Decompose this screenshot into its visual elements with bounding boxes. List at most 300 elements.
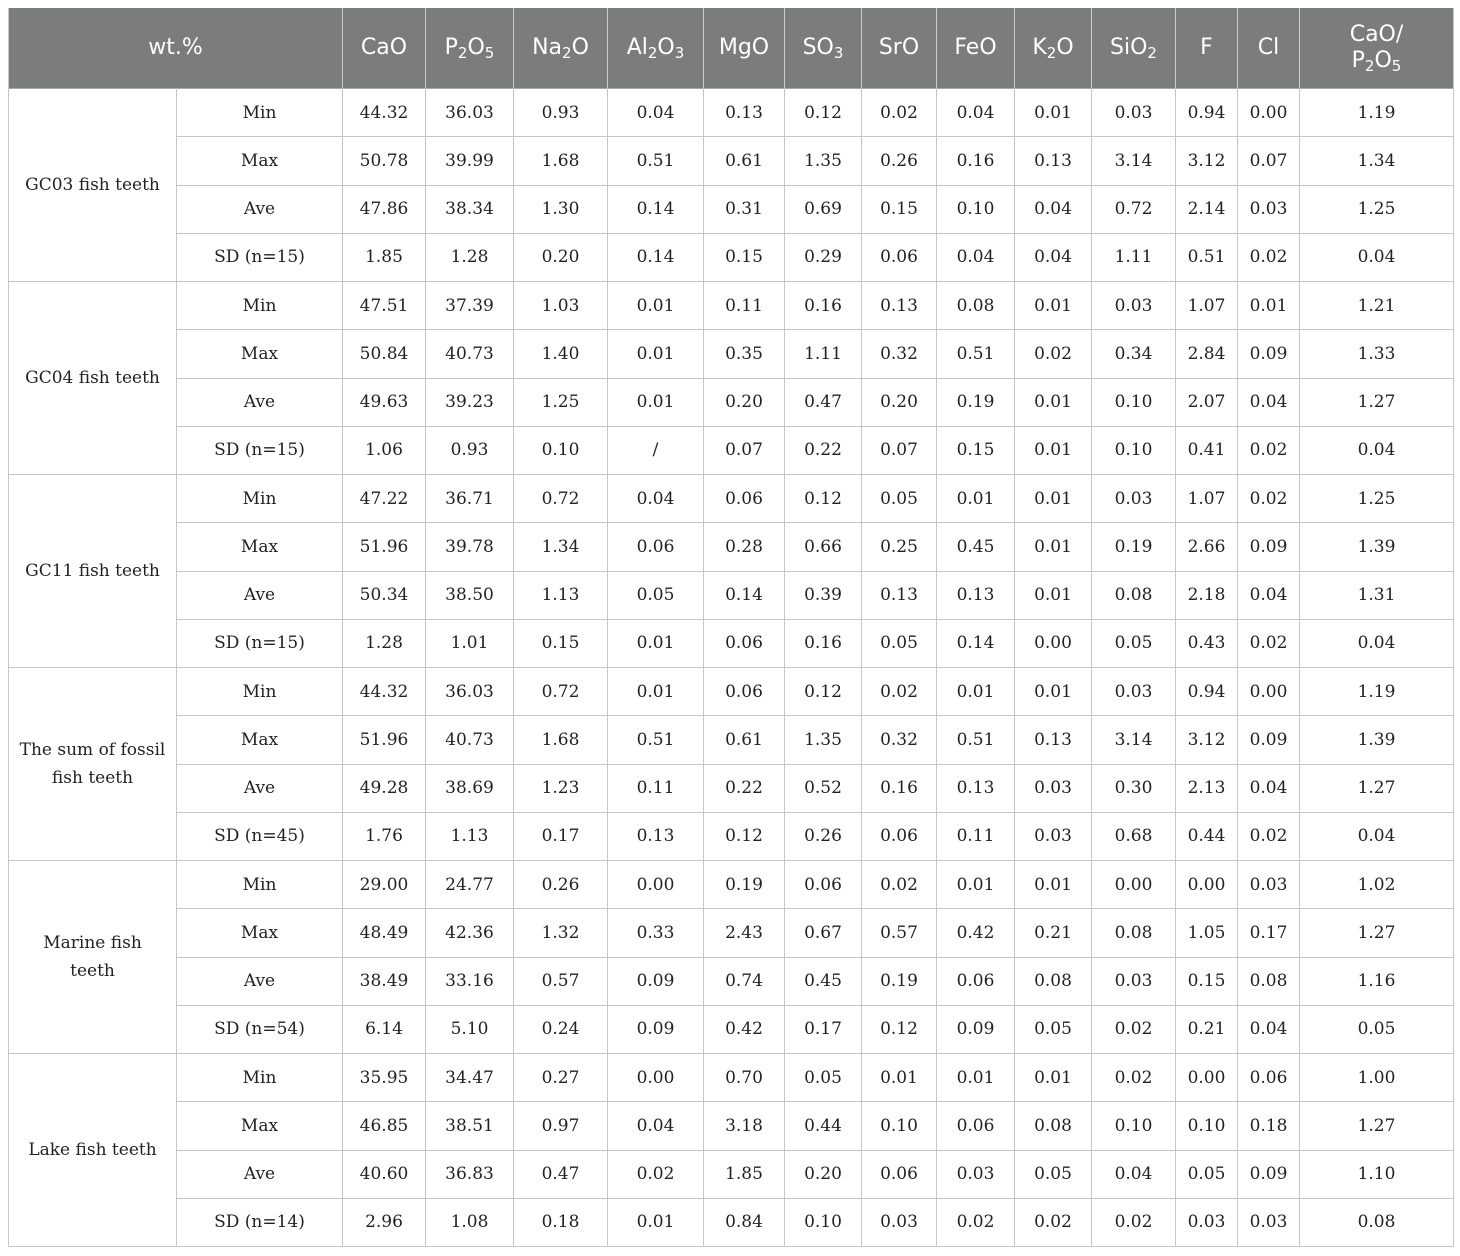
value-cell: 0.27 — [514, 1054, 608, 1102]
value-cell: 3.12 — [1176, 137, 1238, 185]
value-cell: 0.03 — [1238, 861, 1300, 909]
value-cell: 0.18 — [1238, 1102, 1300, 1150]
value-cell: 0.04 — [937, 233, 1015, 281]
value-cell: 0.61 — [704, 716, 785, 764]
value-cell: 0.70 — [704, 1054, 785, 1102]
value-cell: 1.39 — [1300, 716, 1454, 764]
value-cell: 0.28 — [704, 523, 785, 571]
value-cell: 0.09 — [1238, 1150, 1300, 1198]
value-cell: 0.32 — [862, 330, 937, 378]
value-cell: / — [608, 426, 704, 474]
table-row — [9, 668, 1454, 716]
value-cell: 0.06 — [937, 957, 1015, 1005]
value-cell: 48.49 — [343, 909, 426, 957]
value-cell: 0.32 — [862, 716, 937, 764]
value-cell: 2.66 — [1176, 523, 1238, 571]
value-cell: 5.10 — [426, 1005, 514, 1053]
value-cell: 0.09 — [1238, 716, 1300, 764]
value-cell: 0.12 — [704, 812, 785, 860]
value-cell: 0.01 — [937, 861, 1015, 909]
value-cell: 0.15 — [862, 185, 937, 233]
header-row — [9, 8, 1454, 89]
value-cell: 0.06 — [608, 523, 704, 571]
table-body — [9, 89, 1454, 1247]
col-header-f: F — [1176, 8, 1238, 89]
value-cell: 0.16 — [862, 764, 937, 812]
stat-label: SD (n=15) — [177, 426, 343, 474]
value-cell: 0.14 — [937, 619, 1015, 667]
value-cell: 0.03 — [937, 1150, 1015, 1198]
value-cell: 0.42 — [937, 909, 1015, 957]
value-cell: 0.01 — [937, 1054, 1015, 1102]
col-header-k2o: $K_2O$ — [1015, 8, 1092, 89]
value-cell: 46.85 — [343, 1102, 426, 1150]
value-cell: 1.25 — [514, 378, 608, 426]
value-cell: 0.14 — [608, 233, 704, 281]
value-cell: 0.21 — [1015, 909, 1092, 957]
stat-label: Min — [177, 668, 343, 716]
table-row — [9, 330, 1454, 378]
value-cell: 0.16 — [785, 619, 862, 667]
value-cell: 0.01 — [937, 668, 1015, 716]
value-cell: 40.73 — [426, 716, 514, 764]
value-cell: 0.05 — [1092, 619, 1176, 667]
col-header-na2o: $Na_2O$ — [514, 8, 608, 89]
value-cell: 0.69 — [785, 185, 862, 233]
value-cell: 1.32 — [514, 909, 608, 957]
value-cell: 1.25 — [1300, 475, 1454, 523]
value-cell: 0.13 — [862, 282, 937, 330]
value-cell: 0.11 — [608, 764, 704, 812]
value-cell: 0.04 — [1300, 812, 1454, 860]
value-cell: 0.42 — [704, 1005, 785, 1053]
value-cell: 1.08 — [426, 1198, 514, 1246]
stat-label: SD (n=15) — [177, 619, 343, 667]
value-cell: 1.34 — [1300, 137, 1454, 185]
value-cell: 2.14 — [1176, 185, 1238, 233]
value-cell: 1.06 — [343, 426, 426, 474]
value-cell: 0.01 — [1015, 475, 1092, 523]
value-cell: 39.99 — [426, 137, 514, 185]
value-cell: 0.01 — [1015, 426, 1092, 474]
value-cell: 0.01 — [1015, 523, 1092, 571]
value-cell: 0.01 — [1015, 1054, 1092, 1102]
value-cell: 37.39 — [426, 282, 514, 330]
col-header-cao: CaO — [343, 8, 426, 89]
value-cell: 0.01 — [1015, 89, 1092, 137]
value-cell: 0.01 — [1015, 861, 1092, 909]
value-cell: 0.61 — [704, 137, 785, 185]
stat-label: Min — [177, 1054, 343, 1102]
col-header-al2o3: $Al_2O_3$ — [608, 8, 704, 89]
stat-label: SD (n=54) — [177, 1005, 343, 1053]
value-cell: 36.03 — [426, 668, 514, 716]
value-cell: 0.03 — [1015, 764, 1092, 812]
value-cell: 0.20 — [514, 233, 608, 281]
value-cell: 0.00 — [1238, 668, 1300, 716]
value-cell: 1.40 — [514, 330, 608, 378]
value-cell: 1.01 — [426, 619, 514, 667]
value-cell: 1.00 — [1300, 1054, 1454, 1102]
value-cell: 0.20 — [785, 1150, 862, 1198]
table-row — [9, 282, 1454, 330]
table-row — [9, 137, 1454, 185]
value-cell: 0.05 — [785, 1054, 862, 1102]
value-cell: 0.15 — [937, 426, 1015, 474]
value-cell: 0.13 — [862, 571, 937, 619]
value-cell: 39.78 — [426, 523, 514, 571]
value-cell: 0.26 — [785, 812, 862, 860]
value-cell: 0.57 — [862, 909, 937, 957]
value-cell: 0.02 — [862, 89, 937, 137]
value-cell: 1.21 — [1300, 282, 1454, 330]
value-cell: 0.02 — [1092, 1005, 1176, 1053]
value-cell: 0.13 — [1015, 137, 1092, 185]
value-cell: 0.13 — [937, 571, 1015, 619]
stat-label: Ave — [177, 185, 343, 233]
value-cell: 0.09 — [937, 1005, 1015, 1053]
value-cell: 0.97 — [514, 1102, 608, 1150]
stat-label: Max — [177, 1102, 343, 1150]
value-cell: 0.00 — [1092, 861, 1176, 909]
value-cell: 0.12 — [785, 475, 862, 523]
value-cell: 0.19 — [862, 957, 937, 1005]
value-cell: 1.02 — [1300, 861, 1454, 909]
value-cell: 2.84 — [1176, 330, 1238, 378]
value-cell: 0.44 — [785, 1102, 862, 1150]
value-cell: 0.02 — [1092, 1198, 1176, 1246]
value-cell: 0.03 — [1092, 475, 1176, 523]
value-cell: 6.14 — [343, 1005, 426, 1053]
value-cell: 0.02 — [937, 1198, 1015, 1246]
value-cell: 0.05 — [862, 619, 937, 667]
value-cell: 0.51 — [1176, 233, 1238, 281]
stat-label: Max — [177, 523, 343, 571]
group-label: GC11 fish teeth — [9, 475, 177, 668]
value-cell: 0.07 — [862, 426, 937, 474]
value-cell: 0.11 — [937, 812, 1015, 860]
stat-label: Min — [177, 475, 343, 523]
composition-table — [8, 8, 1454, 1247]
value-cell: 1.23 — [514, 764, 608, 812]
value-cell: 0.10 — [862, 1102, 937, 1150]
value-cell: 47.22 — [343, 475, 426, 523]
value-cell: 1.85 — [343, 233, 426, 281]
table-row — [9, 1005, 1454, 1053]
value-cell: 0.13 — [1015, 716, 1092, 764]
value-cell: 0.05 — [608, 571, 704, 619]
value-cell: 1.19 — [1300, 89, 1454, 137]
value-cell: 0.41 — [1176, 426, 1238, 474]
value-cell: 1.25 — [1300, 185, 1454, 233]
value-cell: 0.02 — [1238, 475, 1300, 523]
value-cell: 1.68 — [514, 716, 608, 764]
value-cell: 47.51 — [343, 282, 426, 330]
value-cell: 0.04 — [608, 475, 704, 523]
value-cell: 0.01 — [1015, 282, 1092, 330]
value-cell: 1.27 — [1300, 909, 1454, 957]
value-cell: 0.17 — [514, 812, 608, 860]
group-label: GC04 fish teeth — [9, 282, 177, 475]
value-cell: 0.05 — [1176, 1150, 1238, 1198]
value-cell: 0.06 — [937, 1102, 1015, 1150]
value-cell: 0.43 — [1176, 619, 1238, 667]
value-cell: 51.96 — [343, 523, 426, 571]
value-cell: 0.15 — [704, 233, 785, 281]
value-cell: 50.34 — [343, 571, 426, 619]
table-row — [9, 861, 1454, 909]
value-cell: 0.04 — [1092, 1150, 1176, 1198]
value-cell: 0.05 — [862, 475, 937, 523]
value-cell: 0.68 — [1092, 812, 1176, 860]
value-cell: 0.01 — [608, 330, 704, 378]
value-cell: 0.04 — [1015, 233, 1092, 281]
col-header-so3: $SO_3$ — [785, 8, 862, 89]
value-cell: 1.35 — [785, 137, 862, 185]
table-row — [9, 764, 1454, 812]
value-cell: 0.09 — [1238, 523, 1300, 571]
value-cell: 0.12 — [862, 1005, 937, 1053]
value-cell: 0.04 — [1238, 571, 1300, 619]
value-cell: 0.00 — [1238, 89, 1300, 137]
value-cell: 47.86 — [343, 185, 426, 233]
value-cell: 0.04 — [1300, 233, 1454, 281]
value-cell: 0.04 — [608, 1102, 704, 1150]
value-cell: 1.27 — [1300, 1102, 1454, 1150]
value-cell: 0.67 — [785, 909, 862, 957]
value-cell: 0.04 — [1015, 185, 1092, 233]
value-cell: 0.05 — [1015, 1150, 1092, 1198]
value-cell: 1.03 — [514, 282, 608, 330]
value-cell: 1.68 — [514, 137, 608, 185]
value-cell: 3.14 — [1092, 137, 1176, 185]
value-cell: 3.12 — [1176, 716, 1238, 764]
value-cell: 1.13 — [426, 812, 514, 860]
table-row — [9, 716, 1454, 764]
value-cell: 1.28 — [426, 233, 514, 281]
group-label: The sum of fossil fish teeth — [9, 668, 177, 861]
value-cell: 0.06 — [704, 475, 785, 523]
value-cell: 1.39 — [1300, 523, 1454, 571]
value-cell: 0.08 — [1015, 1102, 1092, 1150]
value-cell: 0.03 — [1238, 1198, 1300, 1246]
value-cell: 36.71 — [426, 475, 514, 523]
value-cell: 1.34 — [514, 523, 608, 571]
value-cell: 0.08 — [937, 282, 1015, 330]
stat-label: Max — [177, 909, 343, 957]
value-cell: 38.49 — [343, 957, 426, 1005]
value-cell: 0.45 — [785, 957, 862, 1005]
value-cell: 0.09 — [608, 1005, 704, 1053]
col-header-p2o5: $P_2O_5$ — [426, 8, 514, 89]
value-cell: 0.03 — [1092, 89, 1176, 137]
value-cell: 36.83 — [426, 1150, 514, 1198]
value-cell: 0.02 — [1238, 233, 1300, 281]
value-cell: 0.13 — [704, 89, 785, 137]
value-cell: 0.09 — [1238, 330, 1300, 378]
value-cell: 2.18 — [1176, 571, 1238, 619]
value-cell: 1.27 — [1300, 378, 1454, 426]
value-cell: 0.14 — [608, 185, 704, 233]
value-cell: 1.85 — [704, 1150, 785, 1198]
value-cell: 1.33 — [1300, 330, 1454, 378]
table-row — [9, 1054, 1454, 1102]
value-cell: 0.19 — [704, 861, 785, 909]
stat-label: Ave — [177, 957, 343, 1005]
value-cell: 50.78 — [343, 137, 426, 185]
value-cell: 0.51 — [608, 716, 704, 764]
table-row — [9, 475, 1454, 523]
value-cell: 2.07 — [1176, 378, 1238, 426]
value-cell: 0.17 — [785, 1005, 862, 1053]
value-cell: 0.19 — [1092, 523, 1176, 571]
value-cell: 1.76 — [343, 812, 426, 860]
value-cell: 0.10 — [1176, 1102, 1238, 1150]
value-cell: 1.28 — [343, 619, 426, 667]
value-cell: 0.00 — [1176, 1054, 1238, 1102]
value-cell: 0.03 — [1176, 1198, 1238, 1246]
value-cell: 0.10 — [1092, 1102, 1176, 1150]
value-cell: 0.39 — [785, 571, 862, 619]
value-cell: 1.11 — [1092, 233, 1176, 281]
value-cell: 1.35 — [785, 716, 862, 764]
value-cell: 1.19 — [1300, 668, 1454, 716]
value-cell: 0.13 — [937, 764, 1015, 812]
value-cell: 0.16 — [937, 137, 1015, 185]
table-row — [9, 909, 1454, 957]
value-cell: 0.03 — [1092, 282, 1176, 330]
value-cell: 38.51 — [426, 1102, 514, 1150]
value-cell: 38.69 — [426, 764, 514, 812]
value-cell: 0.20 — [704, 378, 785, 426]
stat-label: Min — [177, 282, 343, 330]
value-cell: 0.05 — [1015, 1005, 1092, 1053]
value-cell: 0.47 — [785, 378, 862, 426]
value-cell: 1.30 — [514, 185, 608, 233]
stat-label: SD (n=15) — [177, 233, 343, 281]
value-cell: 0.04 — [1238, 378, 1300, 426]
table-row — [9, 812, 1454, 860]
value-cell: 0.47 — [514, 1150, 608, 1198]
value-cell: 0.25 — [862, 523, 937, 571]
value-cell: 0.44 — [1176, 812, 1238, 860]
value-cell: 1.16 — [1300, 957, 1454, 1005]
value-cell: 0.01 — [1015, 378, 1092, 426]
value-cell: 0.02 — [1238, 812, 1300, 860]
table-row — [9, 1102, 1454, 1150]
value-cell: 0.66 — [785, 523, 862, 571]
value-cell: 0.93 — [514, 89, 608, 137]
value-cell: 0.06 — [862, 233, 937, 281]
value-cell: 0.10 — [514, 426, 608, 474]
value-cell: 0.03 — [862, 1198, 937, 1246]
value-cell: 50.84 — [343, 330, 426, 378]
value-cell: 0.51 — [937, 330, 1015, 378]
value-cell: 38.34 — [426, 185, 514, 233]
value-cell: 3.18 — [704, 1102, 785, 1150]
table-row — [9, 426, 1454, 474]
table-row — [9, 619, 1454, 667]
value-cell: 0.12 — [785, 89, 862, 137]
value-cell: 40.73 — [426, 330, 514, 378]
stat-label: Max — [177, 330, 343, 378]
stat-label: SD (n=45) — [177, 812, 343, 860]
value-cell: 49.28 — [343, 764, 426, 812]
stat-label: Ave — [177, 571, 343, 619]
value-cell: 0.06 — [785, 861, 862, 909]
table-row — [9, 571, 1454, 619]
value-cell: 0.08 — [1300, 1198, 1454, 1246]
value-cell: 42.36 — [426, 909, 514, 957]
value-cell: 0.51 — [608, 137, 704, 185]
value-cell: 0.01 — [608, 282, 704, 330]
value-cell: 0.02 — [608, 1150, 704, 1198]
value-cell: 40.60 — [343, 1150, 426, 1198]
value-cell: 0.22 — [785, 426, 862, 474]
value-cell: 0.04 — [937, 89, 1015, 137]
table-row — [9, 89, 1454, 137]
col-header-sio2: SiO$_2$ — [1092, 8, 1176, 89]
value-cell: 44.32 — [343, 89, 426, 137]
stat-label: Max — [177, 137, 343, 185]
table-row — [9, 378, 1454, 426]
value-cell: 0.26 — [514, 861, 608, 909]
value-cell: 0.07 — [1238, 137, 1300, 185]
value-cell: 0.10 — [1092, 426, 1176, 474]
value-cell: 24.77 — [426, 861, 514, 909]
value-cell: 0.03 — [1092, 668, 1176, 716]
value-cell: 0.06 — [704, 668, 785, 716]
stat-label: Ave — [177, 1150, 343, 1198]
value-cell: 36.03 — [426, 89, 514, 137]
value-cell: 0.94 — [1176, 89, 1238, 137]
table-row — [9, 185, 1454, 233]
value-cell: 0.33 — [608, 909, 704, 957]
value-cell: 0.03 — [1015, 812, 1092, 860]
value-cell: 35.95 — [343, 1054, 426, 1102]
value-cell: 0.72 — [514, 475, 608, 523]
value-cell: 0.04 — [1300, 619, 1454, 667]
table-row — [9, 1198, 1454, 1246]
value-cell: 39.23 — [426, 378, 514, 426]
value-cell: 0.21 — [1176, 1005, 1238, 1053]
value-cell: 0.01 — [862, 1054, 937, 1102]
value-cell: 0.12 — [785, 668, 862, 716]
value-cell: 0.02 — [1092, 1054, 1176, 1102]
value-cell: 0.01 — [608, 619, 704, 667]
value-cell: 0.02 — [1238, 619, 1300, 667]
value-cell: 1.11 — [785, 330, 862, 378]
value-cell: 0.01 — [937, 475, 1015, 523]
stat-label: Min — [177, 89, 343, 137]
value-cell: 38.50 — [426, 571, 514, 619]
value-cell: 0.14 — [704, 571, 785, 619]
value-cell: 0.04 — [1238, 1005, 1300, 1053]
value-cell: 49.63 — [343, 378, 426, 426]
value-cell: 0.02 — [1238, 426, 1300, 474]
value-cell: 44.32 — [343, 668, 426, 716]
value-cell: 0.57 — [514, 957, 608, 1005]
value-cell: 0.08 — [1092, 909, 1176, 957]
value-cell: 0.01 — [1015, 571, 1092, 619]
value-cell: 0.08 — [1092, 571, 1176, 619]
value-cell: 0.19 — [937, 378, 1015, 426]
value-cell: 0.02 — [862, 668, 937, 716]
value-cell: 0.00 — [608, 1054, 704, 1102]
value-cell: 0.05 — [1300, 1005, 1454, 1053]
value-cell: 0.52 — [785, 764, 862, 812]
value-cell: 0.07 — [704, 426, 785, 474]
